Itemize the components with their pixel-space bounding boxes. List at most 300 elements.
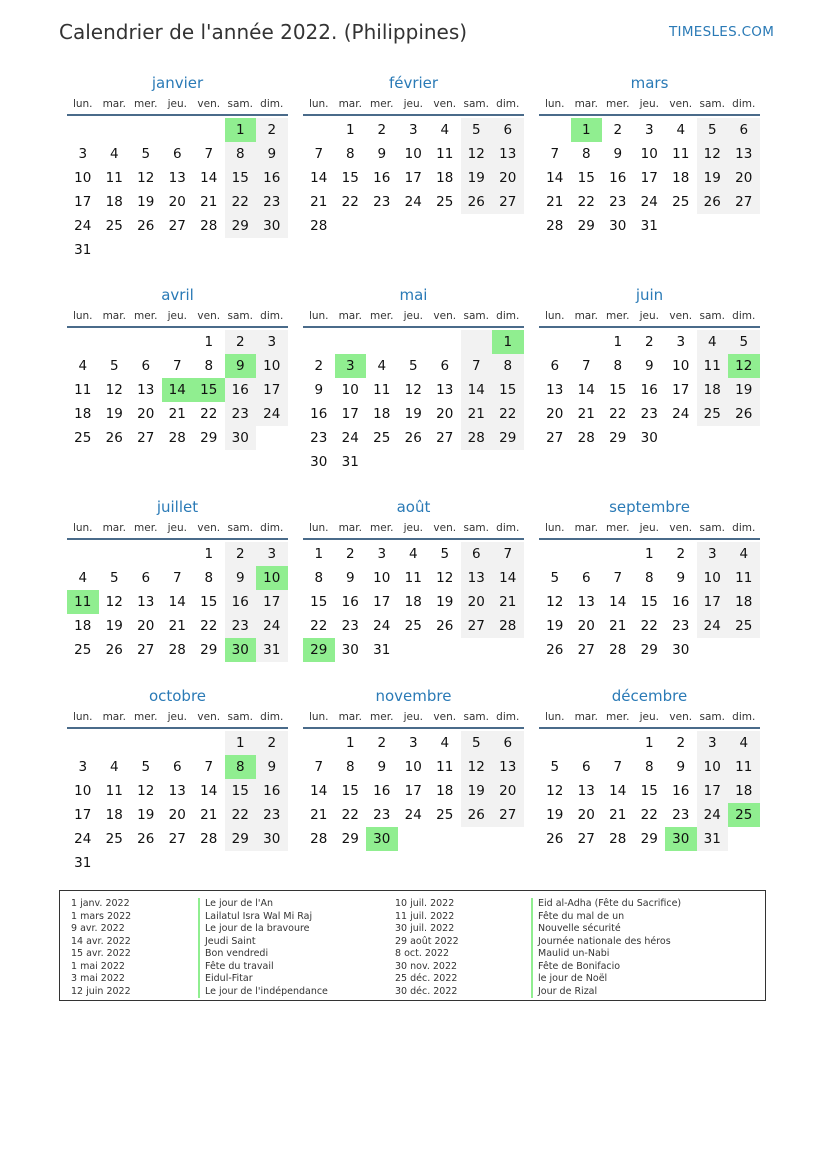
weekday-label: mar. (102, 711, 126, 723)
month-divider (539, 114, 760, 116)
day-cell: 21 (310, 194, 328, 210)
day-cell: 20 (461, 590, 493, 614)
weekday-label: mer. (370, 310, 394, 322)
day-cell: 16 (310, 406, 328, 422)
month-divider (67, 727, 288, 729)
day-cell: 11 (105, 170, 123, 186)
day-cell: 6 (581, 570, 591, 586)
weekday-label: jeu. (403, 711, 423, 723)
weekday-label: jeu. (639, 711, 659, 723)
day-cell: 25 (436, 194, 454, 210)
empty-cell (99, 851, 131, 875)
day-cell: 5 (109, 570, 119, 586)
day-cell: 1 (492, 330, 524, 354)
legend-date: 25 déc. 2022 (395, 973, 458, 984)
day-cell: 28 (609, 642, 627, 658)
weekday-label: jeu. (403, 98, 423, 110)
empty-cell (398, 827, 430, 851)
day-cell: 2 (377, 735, 387, 751)
day-cell: 12 (436, 570, 454, 586)
day-cell: 23 (672, 618, 690, 634)
legend-holiday-name: Maulid un-Nabi (531, 948, 681, 961)
day-cell: 4 (78, 570, 88, 586)
legend-holiday-name: Bon vendredi (198, 948, 328, 961)
day-cell: 3 (697, 542, 729, 566)
day-cell: 27 (168, 831, 186, 847)
empty-cell (728, 827, 760, 851)
month-name: janvier (151, 74, 204, 92)
day-cell: 19 (728, 378, 760, 402)
day-cell: 24 (74, 218, 92, 234)
month-name: mai (399, 286, 428, 304)
day-cell: 28 (577, 430, 595, 446)
day-cell: 15 (225, 779, 257, 803)
day-cell: 3 (676, 334, 686, 350)
empty-cell (256, 851, 288, 875)
legend-date: 12 juin 2022 (71, 985, 131, 997)
day-cell: 15 (492, 378, 524, 402)
day-cell: 10 (404, 146, 422, 162)
day-cell: 13 (728, 142, 760, 166)
weekday-label: dim. (732, 310, 756, 322)
legend-date: 1 mai 2022 (71, 960, 125, 972)
day-cell: 19 (461, 779, 493, 803)
weekday-label: mar. (102, 310, 126, 322)
day-cell: 19 (436, 594, 454, 610)
day-cell: 14 (461, 378, 493, 402)
empty-cell (162, 542, 194, 566)
day-cell: 17 (640, 170, 658, 186)
day-cell: 20 (577, 807, 595, 823)
empty-cell (303, 118, 335, 142)
day-cell: 3 (697, 731, 729, 755)
day-cell: 19 (105, 618, 123, 634)
day-cell: 17 (697, 590, 729, 614)
day-cell: 11 (728, 755, 760, 779)
day-grid (67, 118, 288, 262)
day-cell: 13 (577, 594, 595, 610)
day-cell: 23 (225, 402, 257, 426)
brand-link[interactable]: TIMESLES.COM (669, 24, 775, 40)
day-cell: 23 (310, 430, 328, 446)
day-cell: 8 (492, 354, 524, 378)
empty-cell (67, 542, 99, 566)
empty-cell (697, 214, 729, 238)
day-cell: 3 (256, 330, 288, 354)
month-block (67, 685, 288, 875)
day-cell: 31 (256, 638, 288, 662)
day-cell: 1 (644, 546, 654, 562)
day-cell: 3 (256, 542, 288, 566)
month-divider (539, 538, 760, 540)
day-cell: 4 (676, 122, 686, 138)
weekday-header (303, 306, 524, 326)
day-cell: 15 (609, 382, 627, 398)
empty-cell (539, 118, 571, 142)
weekday-header (303, 518, 524, 538)
day-cell: 1 (314, 546, 324, 562)
weekday-label: sam. (227, 310, 253, 322)
month-divider (303, 326, 524, 328)
day-cell: 6 (172, 759, 182, 775)
weekday-label: sam. (699, 522, 725, 534)
day-cell: 8 (204, 570, 214, 586)
legend-date: 11 juil. 2022 (395, 910, 455, 922)
day-cell: 1 (225, 731, 257, 755)
empty-cell (99, 731, 131, 755)
empty-cell (461, 450, 493, 474)
day-cell: 4 (728, 731, 760, 755)
weekday-label: ven. (197, 522, 221, 534)
day-cell: 14 (546, 170, 564, 186)
day-cell: 17 (373, 594, 391, 610)
legend-holiday-name: Le jour de la bravoure (198, 923, 328, 936)
day-cell: 18 (105, 807, 123, 823)
day-cell: 10 (74, 783, 92, 799)
day-cell: 17 (404, 170, 422, 186)
day-cell: 18 (728, 590, 760, 614)
day-cell: 4 (109, 759, 119, 775)
day-cell: 4 (408, 546, 418, 562)
day-cell: 25 (728, 803, 760, 827)
month-name: avril (161, 286, 194, 304)
empty-cell (665, 426, 697, 450)
weekday-label: mer. (134, 522, 158, 534)
day-cell: 29 (577, 218, 595, 234)
day-cell: 13 (436, 382, 454, 398)
empty-cell (602, 542, 634, 566)
month-name: juin (635, 286, 664, 304)
empty-cell (67, 731, 99, 755)
empty-cell (162, 731, 194, 755)
day-cell: 25 (74, 642, 92, 658)
empty-cell (225, 851, 257, 875)
legend-date: 9 avr. 2022 (71, 923, 125, 934)
day-cell: 16 (225, 378, 257, 402)
empty-cell (130, 330, 162, 354)
day-cell: 6 (492, 731, 524, 755)
legend-date: 10 juil. 2022 (395, 898, 455, 909)
empty-cell (602, 731, 634, 755)
month-name: juillet (156, 498, 199, 516)
day-cell: 9 (345, 570, 355, 586)
day-cell: 3 (408, 735, 418, 751)
legend-date: 30 nov. 2022 (395, 960, 458, 972)
empty-cell (366, 330, 398, 354)
legend-date: 3 mai 2022 (71, 973, 125, 984)
day-cell: 6 (581, 759, 591, 775)
day-cell: 5 (728, 330, 760, 354)
empty-cell (99, 238, 131, 262)
month-divider (67, 114, 288, 116)
empty-cell (461, 214, 493, 238)
legend-holiday-name: Nouvelle sécurité (531, 923, 681, 936)
day-cell: 25 (436, 807, 454, 823)
page-title: Calendrier de l'année 2022. (Philippines) (59, 20, 468, 44)
day-cell: 5 (550, 570, 560, 586)
day-cell: 18 (436, 170, 454, 186)
empty-cell (366, 450, 398, 474)
legend-holiday-name: Journée nationale des héros (531, 936, 681, 949)
empty-cell (256, 238, 288, 262)
month-divider (303, 538, 524, 540)
day-cell: 1 (345, 735, 355, 751)
empty-cell (398, 450, 430, 474)
day-cell: 19 (546, 618, 564, 634)
day-cell: 7 (550, 146, 560, 162)
weekday-header (67, 707, 288, 727)
day-cell: 31 (640, 218, 658, 234)
day-cell: 23 (672, 807, 690, 823)
month-divider (539, 727, 760, 729)
day-cell: 24 (373, 618, 391, 634)
day-cell: 7 (613, 759, 623, 775)
day-cell: 5 (697, 118, 729, 142)
weekday-label: dim. (732, 98, 756, 110)
month-divider (303, 727, 524, 729)
day-cell: 22 (341, 807, 359, 823)
day-grid (67, 542, 288, 662)
weekday-label: jeu. (403, 310, 423, 322)
day-cell: 20 (492, 166, 524, 190)
day-cell: 23 (256, 803, 288, 827)
day-cell: 26 (137, 831, 155, 847)
day-cell: 2 (225, 542, 257, 566)
month-block (303, 72, 524, 238)
empty-cell (571, 731, 603, 755)
day-cell: 27 (577, 642, 595, 658)
empty-cell (67, 118, 99, 142)
weekday-header (539, 707, 760, 727)
day-cell: 2 (314, 358, 324, 374)
day-cell: 20 (168, 807, 186, 823)
day-cell: 20 (577, 618, 595, 634)
day-cell: 23 (373, 807, 391, 823)
day-cell: 3 (644, 122, 654, 138)
day-cell: 26 (461, 190, 493, 214)
weekday-label: lun. (308, 522, 329, 534)
legend-date: 14 avr. 2022 (71, 935, 131, 947)
day-cell: 29 (225, 214, 257, 238)
day-cell: 16 (225, 590, 257, 614)
day-grid (539, 542, 760, 662)
day-cell: 10 (373, 570, 391, 586)
empty-cell (429, 638, 461, 662)
day-cell: 24 (341, 430, 359, 446)
empty-cell (225, 238, 257, 262)
day-cell: 15 (341, 170, 359, 186)
weekday-label: mer. (134, 711, 158, 723)
weekday-label: mer. (134, 310, 158, 322)
day-cell: 21 (546, 194, 564, 210)
day-cell: 24 (404, 194, 422, 210)
empty-cell (461, 638, 493, 662)
day-cell: 12 (404, 382, 422, 398)
day-cell: 28 (609, 831, 627, 847)
day-cell: 9 (377, 146, 387, 162)
day-cell: 14 (609, 594, 627, 610)
day-cell: 27 (436, 430, 454, 446)
day-cell: 29 (200, 430, 218, 446)
day-cell: 21 (492, 590, 524, 614)
month-divider (539, 326, 760, 328)
day-cell: 25 (105, 831, 123, 847)
day-cell: 4 (109, 146, 119, 162)
day-cell: 19 (105, 406, 123, 422)
day-cell: 17 (74, 807, 92, 823)
day-cell: 16 (609, 170, 627, 186)
day-cell: 14 (310, 783, 328, 799)
day-cell: 20 (492, 779, 524, 803)
weekday-label: lun. (72, 98, 93, 110)
day-cell: 14 (577, 382, 595, 398)
day-grid (303, 542, 524, 662)
empty-cell (130, 851, 162, 875)
weekday-label: mar. (574, 98, 598, 110)
weekday-label: dim. (732, 711, 756, 723)
day-cell: 27 (461, 614, 493, 638)
day-cell: 28 (492, 614, 524, 638)
day-cell: 6 (728, 118, 760, 142)
day-cell: 14 (310, 170, 328, 186)
weekday-label: ven. (197, 98, 221, 110)
weekday-label: sam. (463, 711, 489, 723)
day-cell: 25 (74, 430, 92, 446)
day-cell: 11 (373, 382, 391, 398)
empty-cell (335, 214, 367, 238)
weekday-label: ven. (669, 310, 693, 322)
day-cell: 7 (314, 146, 324, 162)
day-cell: 5 (141, 146, 151, 162)
day-cell: 10 (341, 382, 359, 398)
legend-holiday-name: Le jour de l'indépendance (198, 986, 328, 999)
day-cell: 28 (310, 831, 328, 847)
weekday-label: lun. (72, 310, 93, 322)
weekday-header (539, 306, 760, 326)
day-cell: 26 (697, 190, 729, 214)
day-cell: 18 (105, 194, 123, 210)
day-cell: 8 (644, 570, 654, 586)
day-cell: 25 (697, 402, 729, 426)
day-cell: 25 (404, 618, 422, 634)
month-block (303, 685, 524, 851)
day-cell: 10 (404, 759, 422, 775)
day-cell: 11 (67, 590, 99, 614)
day-cell: 2 (256, 118, 288, 142)
legend-holiday-name: Fête du travail (198, 961, 328, 974)
legend-date: 15 avr. 2022 (71, 948, 131, 959)
month-block (539, 72, 760, 238)
day-cell: 29 (200, 642, 218, 658)
month-name: octobre (148, 687, 207, 705)
day-cell: 13 (492, 755, 524, 779)
day-cell: 14 (492, 566, 524, 590)
month-block (539, 496, 760, 662)
day-cell: 30 (256, 827, 288, 851)
day-cell: 4 (78, 358, 88, 374)
empty-cell (162, 330, 194, 354)
day-cell: 10 (256, 566, 288, 590)
day-cell: 3 (408, 122, 418, 138)
day-cell: 15 (577, 170, 595, 186)
day-cell: 8 (204, 358, 214, 374)
day-cell: 8 (314, 570, 324, 586)
legend-holiday-name: Jour de Rizal (531, 986, 681, 999)
weekday-label: mar. (574, 522, 598, 534)
empty-cell (492, 638, 524, 662)
empty-cell (303, 330, 335, 354)
weekday-label: ven. (197, 711, 221, 723)
empty-cell (366, 214, 398, 238)
day-cell: 18 (74, 618, 92, 634)
day-cell: 8 (581, 146, 591, 162)
day-cell: 30 (672, 642, 690, 658)
day-cell: 5 (141, 759, 151, 775)
weekday-label: lun. (72, 522, 93, 534)
day-cell: 2 (676, 546, 686, 562)
month-block (539, 685, 760, 851)
empty-cell (665, 214, 697, 238)
weekday-label: lun. (544, 98, 565, 110)
empty-cell (429, 827, 461, 851)
empty-cell (728, 638, 760, 662)
day-cell: 28 (168, 642, 186, 658)
weekday-header (539, 518, 760, 538)
day-cell: 25 (373, 430, 391, 446)
day-cell: 26 (404, 430, 422, 446)
empty-cell (99, 330, 131, 354)
empty-cell (492, 827, 524, 851)
day-cell: 27 (168, 218, 186, 234)
day-cell: 10 (672, 358, 690, 374)
day-cell: 18 (436, 783, 454, 799)
day-cell: 25 (672, 194, 690, 210)
day-cell: 29 (609, 430, 627, 446)
day-cell: 30 (225, 426, 257, 450)
day-cell: 11 (74, 382, 92, 398)
legend-date: 30 juil. 2022 (395, 923, 455, 934)
day-cell: 15 (341, 783, 359, 799)
day-cell: 21 (200, 807, 218, 823)
day-cell: 29 (225, 827, 257, 851)
day-cell: 8 (225, 142, 257, 166)
empty-cell (398, 638, 430, 662)
legend-holiday-name: Lailatul Isra Wal Mi Raj (198, 911, 328, 924)
month-block (303, 284, 524, 474)
day-cell: 28 (310, 218, 328, 234)
empty-cell (130, 542, 162, 566)
weekday-label: jeu. (639, 522, 659, 534)
weekday-label: mer. (370, 98, 394, 110)
legend-date: 8 oct. 2022 (395, 948, 450, 959)
month-name: mars (630, 74, 669, 92)
empty-cell (398, 330, 430, 354)
day-cell: 30 (341, 642, 359, 658)
day-cell: 10 (256, 354, 288, 378)
day-cell: 18 (74, 406, 92, 422)
day-cell: 23 (225, 614, 257, 638)
day-cell: 30 (640, 430, 658, 446)
weekday-header (67, 94, 288, 114)
day-cell: 31 (697, 827, 729, 851)
day-cell: 28 (546, 218, 564, 234)
day-cell: 27 (577, 831, 595, 847)
weekday-label: sam. (699, 310, 725, 322)
day-cell: 24 (256, 402, 288, 426)
empty-cell (429, 214, 461, 238)
day-cell: 11 (697, 354, 729, 378)
day-cell: 7 (461, 354, 493, 378)
